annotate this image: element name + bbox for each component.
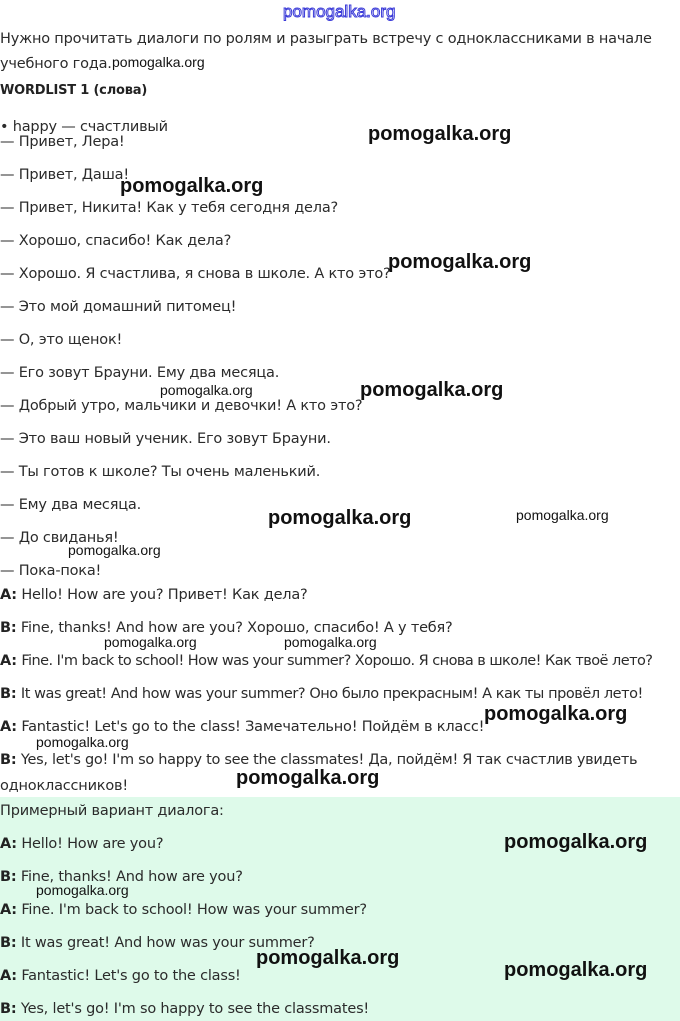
dialogue-ru-line: — Ему два месяца. — [0, 497, 141, 513]
dialogue-ru-line: — До свиданья! — [0, 530, 119, 546]
translated-line — [0, 652, 652, 670]
speaker-label: A: — [0, 968, 17, 984]
watermark-text: pomogalka.org — [360, 379, 504, 401]
speaker-label: A: — [0, 587, 17, 603]
dialogue-ru-line: — Пока-пока! — [0, 563, 102, 579]
sample-line — [0, 1000, 369, 1018]
speaker-label: A: — [0, 653, 17, 669]
watermark-text: pomogalka.org — [36, 734, 129, 750]
watermark-text: pomogalka.org — [160, 382, 253, 398]
watermark-text: pomogalka.org — [504, 959, 648, 981]
translated-line — [0, 619, 453, 637]
watermark-text: pomogalka.org — [516, 507, 609, 523]
watermark-text: pomogalka.org — [256, 947, 400, 969]
dialogue-ru-line: — Добрый утро, мальчики и девочки! А кто это? — [0, 398, 363, 414]
watermark-text: pomogalka.org — [268, 507, 412, 529]
translated-line — [0, 685, 643, 703]
sample-title: Примерный вариант диалога: — [0, 803, 224, 819]
watermark-text: pomogalka.org — [504, 831, 648, 853]
sample-text: Yes, let's go! I'm so happy to see the classmates! — [20, 1001, 370, 1017]
watermark-text: pomogalka.org — [36, 882, 129, 898]
watermark-text: pomogalka.org — [112, 54, 205, 70]
speaker-label: B: — [0, 752, 17, 768]
sample-line — [0, 967, 241, 985]
dialogue-ru-line: — Это ваш новый ученик. Его зовут Брауни. — [0, 431, 331, 447]
watermark-text: pomogalka.org — [388, 251, 532, 273]
dialogue-ru-line: — Его зовут Брауни. Ему два месяца. — [0, 365, 280, 381]
watermark-text: pomogalka.org — [484, 703, 628, 725]
speaker-label: B: — [0, 620, 17, 636]
dialogue-ru-line: — Привет, Даша! — [0, 167, 129, 183]
dialogue-ru-line: — О, это щенок! — [0, 332, 123, 348]
sample-text: Fine, thanks! And how are you? — [20, 869, 243, 885]
dialogue-ru-line: — Привет, Никита! Как у тебя сегодня дела? — [0, 200, 339, 216]
header-watermark: pomogalka.org — [283, 2, 396, 21]
dialogue-ru-line: — Хорошо. Я счастлива, я снова в школе. А кто это? — [0, 266, 391, 282]
sample-text: Hello! How are you? — [21, 836, 164, 852]
dialogue-ru-line: — Привет, Лера! — [0, 134, 125, 150]
translated-text: Fantastic! Let's go to the class! Замечательно! Пойдём в класс! — [21, 719, 485, 735]
translated-line — [0, 586, 308, 604]
watermark-text: pomogalka.org — [368, 123, 512, 145]
wordlist-clipped-item: • happy — счастливый — [0, 119, 168, 135]
translated-text: Fine. I'm back to school! How was your summer? Хорошо. Я снова в школе! Как твоё лето? — [21, 653, 653, 669]
translated-text: Fine, thanks! And how are you? Хорошо, спасибо! А у тебя? — [20, 620, 453, 636]
wordlist-title: WORDLIST 1 (слова) — [0, 83, 148, 98]
translated-text: It was great! And how was your summer? Оно было прекрасным! А как ты провёл лето! — [20, 686, 643, 702]
translated-text: Yes, let's go! I'm so happy to see the classmates! Да, пойдём! Я так счастлив увидеть — [20, 752, 638, 768]
speaker-label: A: — [0, 902, 17, 918]
speaker-label: A: — [0, 836, 17, 852]
sample-text: Fine. I'm back to school! How was your summer? — [21, 902, 367, 918]
translated-line-continuation: одноклассников! — [0, 778, 128, 794]
speaker-label: A: — [0, 719, 17, 735]
watermark-text: pomogalka.org — [120, 175, 264, 197]
sample-text: Fantastic! Let's go to the class! — [21, 968, 241, 984]
intro-line-2: учебного года. — [0, 56, 112, 72]
translated-text: Hello! How are you? Привет! Как дела? — [21, 587, 308, 603]
speaker-label: B: — [0, 869, 17, 885]
watermark-text: pomogalka.org — [284, 634, 377, 650]
sample-text: It was great! And how was your summer? — [20, 935, 315, 951]
dialogue-ru-line: — Хорошо, спасибо! Как дела? — [0, 233, 232, 249]
speaker-label: B: — [0, 686, 17, 702]
speaker-label: B: — [0, 935, 17, 951]
watermark-text: pomogalka.org — [236, 767, 380, 789]
intro-line-1: Нужно прочитать диалоги по ролям и разыграть встречу с одноклассниками в начале — [0, 31, 652, 47]
sample-line — [0, 835, 163, 853]
watermark-text: pomogalka.org — [68, 542, 161, 558]
speaker-label: B: — [0, 1001, 17, 1017]
sample-line — [0, 901, 367, 919]
dialogue-ru-line: — Это мой домашний питомец! — [0, 299, 237, 315]
dialogue-ru-line: — Ты готов к школе? Ты очень маленький. — [0, 464, 321, 480]
watermark-text: pomogalka.org — [104, 634, 197, 650]
